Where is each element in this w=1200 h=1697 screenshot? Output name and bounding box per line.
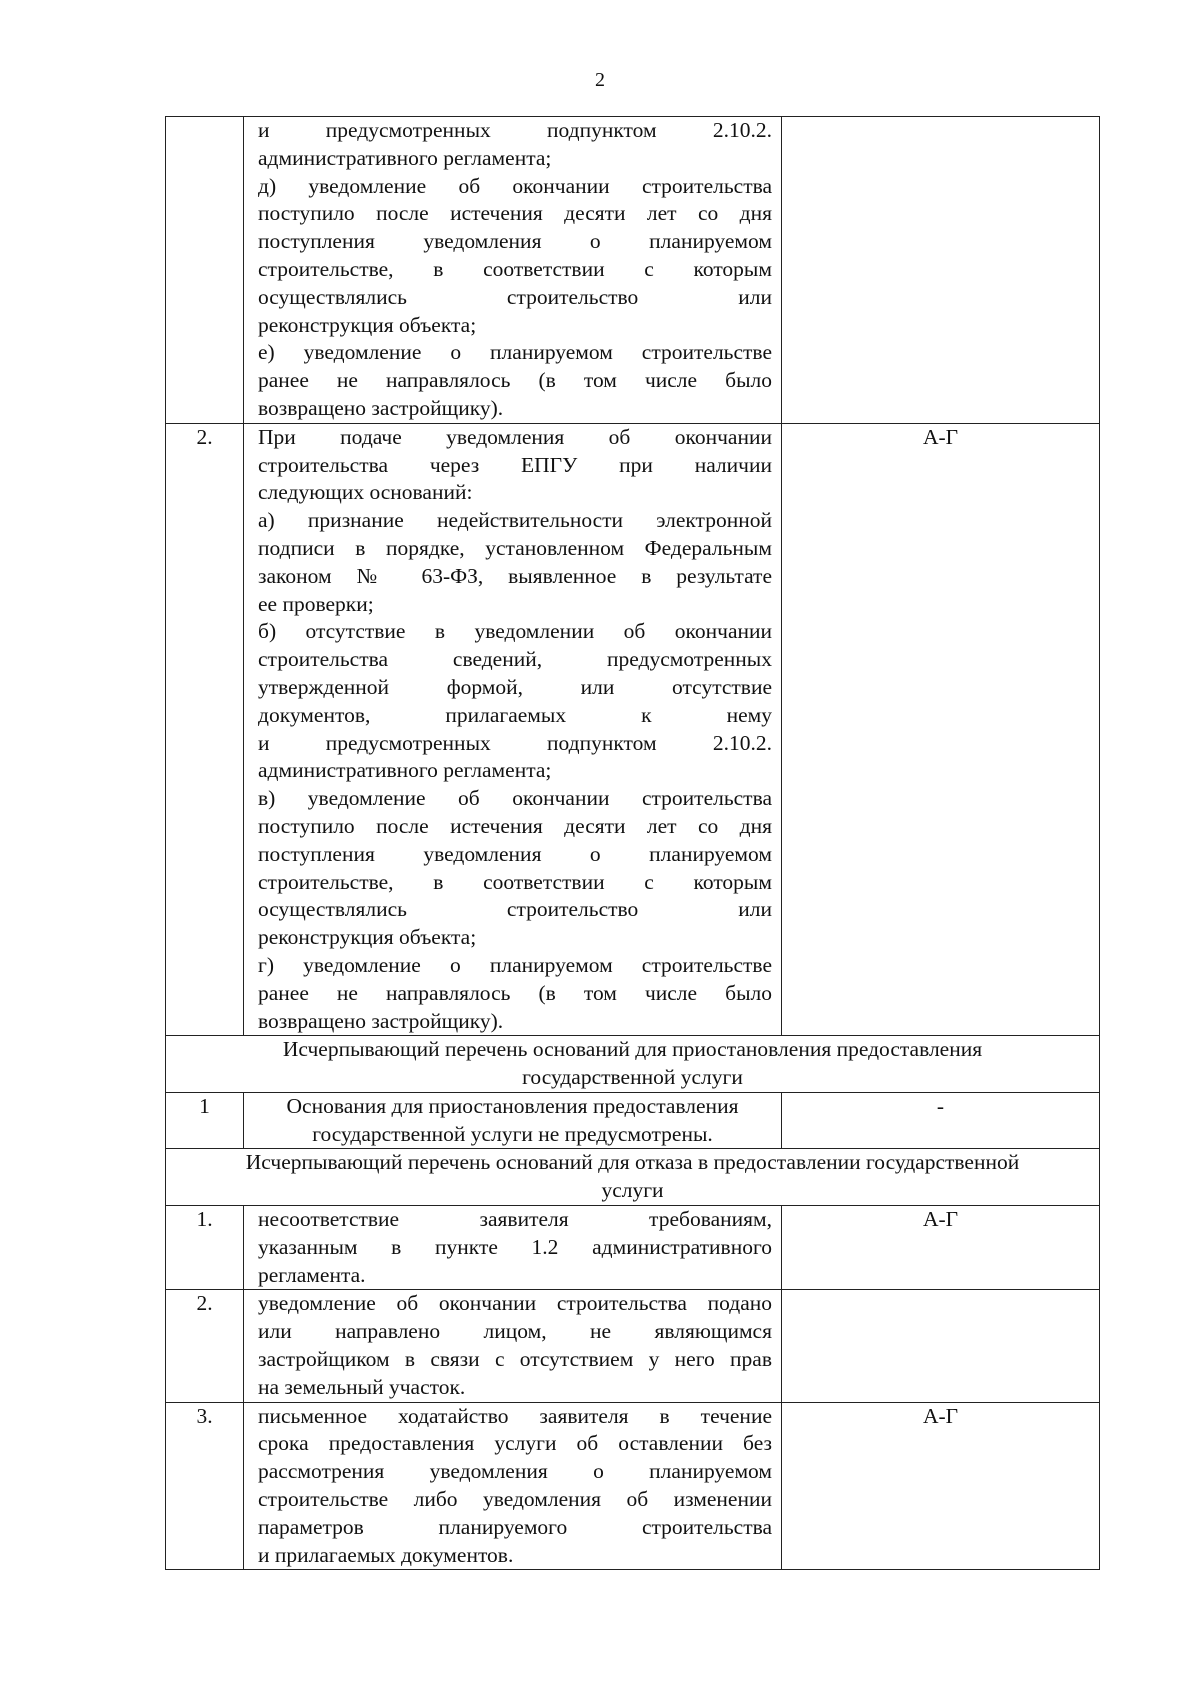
text-line: ее проверки; xyxy=(258,591,374,616)
row-number: 2. xyxy=(166,1290,244,1402)
row-value xyxy=(782,1290,1100,1402)
table-row-suspension-1 xyxy=(166,1092,1100,1149)
text-line: подписи в порядке, установленном Федеральным xyxy=(258,535,772,560)
text-line: осуществлялись строительство или xyxy=(258,897,772,922)
text-line: поступления уведомления о планируемом xyxy=(258,841,772,866)
text-line: е) уведомление о планируемом строительстве xyxy=(258,340,772,365)
table-row-continuation xyxy=(166,117,1100,424)
row-text xyxy=(244,1402,782,1570)
text-line: строительстве либо уведомления об изменении xyxy=(258,1487,772,1512)
text-line: строительства сведений, предусмотренных xyxy=(258,647,772,672)
text-line: поступления уведомления о планируемом xyxy=(258,229,772,254)
row-text xyxy=(244,1290,782,1402)
row-value: - xyxy=(782,1092,1100,1149)
text-line: следующих оснований: xyxy=(258,480,473,505)
text-line: регламента. xyxy=(258,1262,366,1287)
text-line: возвращено застройщику). xyxy=(258,1008,504,1033)
text-line: осуществлялись строительство или xyxy=(258,284,772,309)
table-row-2 xyxy=(166,423,1100,1036)
text-line: строительстве, в соответствии с которым xyxy=(258,256,772,281)
section-title xyxy=(166,1036,1100,1093)
text-line: законом № 63-ФЗ, выявленное в результате xyxy=(258,563,772,588)
text-line: параметров планируемого строительства xyxy=(258,1514,772,1539)
text-line: указанным в пункте 1.2 административного xyxy=(258,1234,772,1259)
table-row-refusal-1 xyxy=(166,1206,1100,1290)
text-line: застройщиком в связи с отсутствием у него прав xyxy=(258,1347,772,1372)
text-line: документов, прилагаемых к нему xyxy=(258,702,772,727)
text-line: б) отсутствие в уведомлении об окончании xyxy=(258,619,772,644)
row-value: А-Г xyxy=(782,423,1100,1036)
row-value: А-Г xyxy=(782,1402,1100,1570)
text-line: г) уведомление о планируемом строительстве xyxy=(258,952,772,977)
page-number: 2 xyxy=(595,69,605,91)
text-line: срока предоставления услуги об оставлении без xyxy=(258,1431,772,1456)
section-title xyxy=(166,1149,1100,1206)
text-line: возвращено застройщику). xyxy=(258,395,504,420)
row-text xyxy=(244,1206,782,1290)
section-header-suspension xyxy=(166,1036,1100,1093)
text-line: строительстве, в соответствии с которым xyxy=(258,869,772,894)
text-line: поступило после истечения десяти лет со дня xyxy=(258,201,772,226)
text-line: государственной услуги не предусмотрены. xyxy=(312,1121,713,1146)
text-line: и предусмотренных подпунктом 2.10.2. xyxy=(258,118,772,142)
text-line: а) признание недействительности электронной xyxy=(258,508,772,533)
text-line: ранее не направлялось (в том числе было xyxy=(258,368,772,393)
text-line: письменное ходатайство заявителя в течение xyxy=(258,1403,772,1428)
table-row-refusal-3 xyxy=(166,1402,1100,1570)
row-number xyxy=(166,117,244,424)
text-line: несоответствие заявителя требованиям, xyxy=(258,1207,772,1232)
text-line: и прилагаемых документов. xyxy=(258,1542,514,1567)
section-title-line: государственной услуги xyxy=(522,1065,743,1090)
row-text xyxy=(244,117,782,424)
row-text xyxy=(244,1092,782,1149)
text-line: уведомление об окончании строительства подано xyxy=(258,1291,772,1316)
row-number: 2. xyxy=(166,423,244,1036)
row-value: А-Г xyxy=(782,1206,1100,1290)
text-line: поступило после истечения десяти лет со дня xyxy=(258,813,772,838)
grounds-table xyxy=(165,116,1100,1570)
text-line: и предусмотренных подпунктом 2.10.2. xyxy=(258,730,772,755)
row-number: 1 xyxy=(166,1092,244,1149)
text-line: административного регламента; xyxy=(258,145,552,170)
text-line: административного регламента; xyxy=(258,758,552,783)
text-line: или направлено лицом, не являющимся xyxy=(258,1319,772,1344)
section-title-line: Исчерпывающий перечень оснований для приостановления предоставления xyxy=(282,1037,983,1062)
text-line: Основания для приостановления предоставления xyxy=(286,1093,739,1118)
section-title-line: Исчерпывающий перечень оснований для отказа в предоставлении государственной xyxy=(245,1150,1020,1175)
text-line: ранее не направлялось (в том числе было xyxy=(258,980,772,1005)
row-number: 1. xyxy=(166,1206,244,1290)
table-row-refusal-2 xyxy=(166,1290,1100,1402)
text-line: д) уведомление об окончании строительства xyxy=(258,173,772,198)
row-text xyxy=(244,423,782,1036)
text-line: строительства через ЕПГУ при наличии xyxy=(258,452,772,477)
row-value xyxy=(782,117,1100,424)
text-line: на земельный участок. xyxy=(258,1374,466,1399)
text-line: в) уведомление об окончании строительства xyxy=(258,786,772,811)
text-line: рассмотрения уведомления о планируемом xyxy=(258,1459,772,1484)
section-title-line: услуги xyxy=(601,1178,664,1203)
row-number: 3. xyxy=(166,1402,244,1570)
text-line: реконструкция объекта; xyxy=(258,312,477,337)
text-line: При подаче уведомления об окончании xyxy=(258,424,772,449)
section-header-refusal xyxy=(166,1149,1100,1206)
text-line: утвержденной формой, или отсутствие xyxy=(258,674,772,699)
text-line: реконструкция объекта; xyxy=(258,925,477,950)
